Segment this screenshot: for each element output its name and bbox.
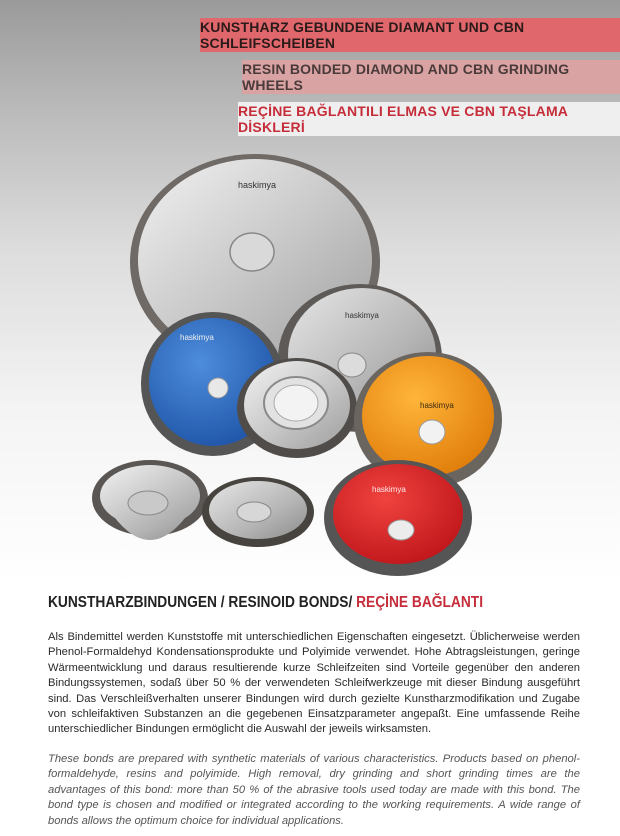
title-separator-2: / (348, 594, 353, 611)
title-separator: / (220, 594, 225, 611)
section-title-english: RESINOID BONDS (228, 594, 349, 611)
small-bowl-wheel-left (92, 460, 208, 540)
brand-label-5: haskimya (372, 485, 406, 494)
brand-label: haskimya (238, 180, 277, 190)
red-cup-wheel (324, 460, 472, 576)
title-english: RESIN BONDED DIAMOND AND CBN GRINDING WHEELS (242, 61, 570, 93)
paragraph-german: Als Bindemittel werden Kunststoffe mit unterschiedlichen Eigenschaften eingesetzt. Üblicherweise werden Phenol-Formaldehyd Kondensationsprodukte und Polyimide verwendet. Hohe Abtragsleistungen, geringe Wärmeentwicklung und daraus resultierende kurze Schleifzeiten sind Vorteile gegenüber den anderen Bindungssystemen, sodaß über 50 % der verwendeten Schleifwerkzeuge mit dieser Bindung ausgeführt sind. Das Verschleißverhalten unserer Bindungen wird durch gezielte Kunstharzmodifikation und Zugabe von schleifaktiven Substanzen an die gegebenen Einsatzparameter angepaßt. Eine umfassende Reihe unterschiedlicher Bindungen ermöglicht die Auswahl der jeweils wirksamsten. (48, 631, 580, 736)
brand-label-3: haskimya (180, 333, 214, 342)
section-title-turkish: REÇİNE BAĞLANTI (356, 594, 484, 611)
title-german: KUNSTHARZ GEBUNDENE DIAMANT UND CBN SCHLEIFSCHEIBEN (200, 19, 525, 51)
dish-wheel-middle (202, 477, 314, 547)
brand-label-4: haskimya (420, 401, 454, 410)
ring-wheel (237, 358, 357, 458)
title-band-german (200, 18, 620, 52)
section-title (48, 594, 483, 612)
brand-label-2: haskimya (345, 311, 379, 320)
title-band-turkish (238, 102, 620, 136)
title-turkish: REÇİNE BAĞLANTILI ELMAS VE CBN TAŞLAMA DİSKLERİ (238, 103, 568, 135)
title-band-english (242, 60, 620, 94)
grinding-wheels-photo (0, 140, 620, 580)
paragraph-english: These bonds are prepared with synthetic materials of various characteristics. Products based on phenol-formaldehyde, resins and polyimide. High removal, dry grinding and short grinding times are the advantages of this bond: more than 50 % of the abrasive tools used today are made with this bond. The bond type is chosen and modified or integrated according to the working requirements. A wide range of bonds allows the optimum choice for individual applications. (48, 753, 580, 827)
section-title-german: KUNSTHARZBINDUNGEN (48, 594, 217, 611)
